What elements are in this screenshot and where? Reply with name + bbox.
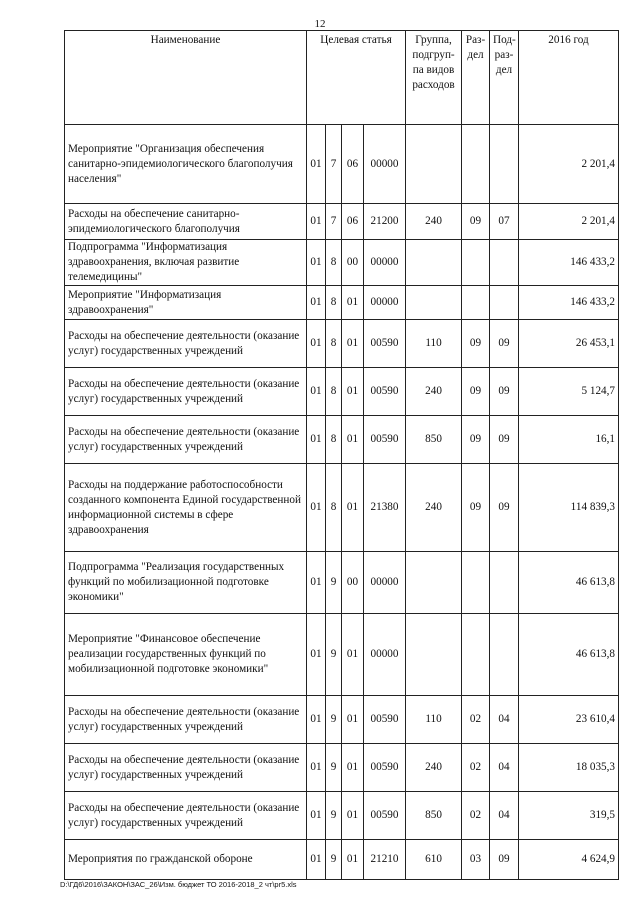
row-name: Мероприятия по гражданской обороне <box>65 840 307 880</box>
subsection-code <box>490 614 519 696</box>
header-row <box>65 31 619 125</box>
subsection-code: 04 <box>490 696 519 744</box>
row-name: Мероприятие "Информатизация здравоохранения" <box>65 286 307 320</box>
expense-group <box>406 125 462 204</box>
amount-2016: 26 453,1 <box>519 320 619 368</box>
target-direction: 00000 <box>364 286 406 320</box>
amount-2016: 2 201,4 <box>519 204 619 240</box>
target-program: 01 <box>307 286 326 320</box>
target-subprogram: 8 <box>326 240 342 286</box>
row-name: Расходы на обеспечение деятельности (оказание услуг) государственных учреждений <box>65 368 307 416</box>
row-name: Расходы на поддержание работоспособности созданного компонента Единой государственной информационной системы в сфере здравоохранения <box>65 464 307 552</box>
table-row <box>65 792 619 840</box>
target-program: 01 <box>307 614 326 696</box>
target-program: 01 <box>307 792 326 840</box>
table-row <box>65 552 619 614</box>
row-name: Мероприятие "Финансовое обеспечение реализации государственных функций по мобилизационной подготовке экономики" <box>65 614 307 696</box>
expense-group <box>406 240 462 286</box>
amount-2016: 5 124,7 <box>519 368 619 416</box>
subsection-code <box>490 286 519 320</box>
subsection-code: 09 <box>490 368 519 416</box>
section-code: 09 <box>462 464 490 552</box>
section-code: 09 <box>462 320 490 368</box>
target-program: 01 <box>307 204 326 240</box>
target-program: 01 <box>307 368 326 416</box>
target-direction: 00590 <box>364 696 406 744</box>
target-direction: 21380 <box>364 464 406 552</box>
target-subprogram: 8 <box>326 416 342 464</box>
target-program: 01 <box>307 696 326 744</box>
target-subprogram: 9 <box>326 552 342 614</box>
target-direction: 00000 <box>364 614 406 696</box>
target-measure: 01 <box>342 464 364 552</box>
target-program: 01 <box>307 552 326 614</box>
target-program: 01 <box>307 125 326 204</box>
expense-group: 110 <box>406 696 462 744</box>
target-subprogram: 8 <box>326 368 342 416</box>
target-subprogram: 9 <box>326 614 342 696</box>
section-code: 09 <box>462 204 490 240</box>
row-name: Подпрограмма "Информатизация здравоохранения, включая развитие телемедицины" <box>65 240 307 286</box>
table-row <box>65 320 619 368</box>
amount-2016: 2 201,4 <box>519 125 619 204</box>
row-name: Расходы на обеспечение деятельности (оказание услуг) государственных учреждений <box>65 416 307 464</box>
target-direction: 00590 <box>364 368 406 416</box>
page-number: 12 <box>314 18 326 30</box>
target-program: 01 <box>307 840 326 880</box>
target-measure: 01 <box>342 320 364 368</box>
row-name: Мероприятие "Организация обеспечения санитарно-эпидемиологического благополучия населения" <box>65 125 307 204</box>
section-code <box>462 286 490 320</box>
row-name: Расходы на обеспечение деятельности (оказание услуг) государственных учреждений <box>65 792 307 840</box>
subsection-code: 09 <box>490 840 519 880</box>
row-name: Расходы на обеспечение санитарно-эпидемиологического благополучия <box>65 204 307 240</box>
budget-table <box>64 30 619 880</box>
amount-2016: 18 035,3 <box>519 744 619 792</box>
table-row <box>65 614 619 696</box>
expense-group: 850 <box>406 416 462 464</box>
target-subprogram: 7 <box>326 125 342 204</box>
section-code <box>462 240 490 286</box>
subsection-code: 09 <box>490 464 519 552</box>
table-row <box>65 125 619 204</box>
target-program: 01 <box>307 464 326 552</box>
table-row <box>65 240 619 286</box>
target-measure: 01 <box>342 696 364 744</box>
amount-2016: 46 613,8 <box>519 552 619 614</box>
target-measure: 00 <box>342 552 364 614</box>
expense-group: 610 <box>406 840 462 880</box>
row-name: Расходы на обеспечение деятельности (оказание услуг) государственных учреждений <box>65 744 307 792</box>
expense-group: 240 <box>406 204 462 240</box>
target-program: 01 <box>307 744 326 792</box>
target-measure: 01 <box>342 614 364 696</box>
target-subprogram: 8 <box>326 320 342 368</box>
table-row <box>65 204 619 240</box>
target-direction: 21200 <box>364 204 406 240</box>
header-target: Целевая статья <box>307 31 406 125</box>
subsection-code <box>490 125 519 204</box>
target-measure: 01 <box>342 416 364 464</box>
target-direction: 00000 <box>364 552 406 614</box>
amount-2016: 23 610,4 <box>519 696 619 744</box>
expense-group: 240 <box>406 368 462 416</box>
section-code <box>462 552 490 614</box>
row-name: Подпрограмма "Реализация государственных функций по мобилизационной подготовке экономики" <box>65 552 307 614</box>
target-direction: 00000 <box>364 125 406 204</box>
target-direction: 21210 <box>364 840 406 880</box>
header-section: Раз-дел <box>462 31 490 125</box>
target-subprogram: 9 <box>326 840 342 880</box>
file-path-footer: D:\ГД6\2016\ЗАКОН\ЗАС_26\Изм. бюджет ТО 2016-2018_2 чт\pr5.xls <box>60 880 297 889</box>
row-name: Расходы на обеспечение деятельности (оказание услуг) государственных учреждений <box>65 320 307 368</box>
table-row <box>65 744 619 792</box>
amount-2016: 46 613,8 <box>519 614 619 696</box>
expense-group <box>406 286 462 320</box>
amount-2016: 16,1 <box>519 416 619 464</box>
subsection-code: 07 <box>490 204 519 240</box>
section-code <box>462 614 490 696</box>
header-name: Наименование <box>65 31 307 125</box>
target-program: 01 <box>307 416 326 464</box>
target-subprogram: 9 <box>326 792 342 840</box>
target-direction: 00590 <box>364 792 406 840</box>
subsection-code <box>490 240 519 286</box>
target-measure: 01 <box>342 368 364 416</box>
target-direction: 00590 <box>364 320 406 368</box>
header-group: Группа, подгруп-па видов расходов <box>406 31 462 125</box>
table-row <box>65 696 619 744</box>
section-code: 02 <box>462 744 490 792</box>
expense-group: 110 <box>406 320 462 368</box>
subsection-code <box>490 552 519 614</box>
row-name: Расходы на обеспечение деятельности (оказание услуг) государственных учреждений <box>65 696 307 744</box>
target-direction: 00590 <box>364 416 406 464</box>
section-code: 02 <box>462 792 490 840</box>
target-subprogram: 8 <box>326 464 342 552</box>
target-measure: 06 <box>342 204 364 240</box>
expense-group: 850 <box>406 792 462 840</box>
target-measure: 00 <box>342 240 364 286</box>
amount-2016: 146 433,2 <box>519 286 619 320</box>
table-row <box>65 368 619 416</box>
subsection-code: 04 <box>490 744 519 792</box>
header-year: 2016 год <box>519 31 619 125</box>
subsection-code: 04 <box>490 792 519 840</box>
target-subprogram: 9 <box>326 696 342 744</box>
target-program: 01 <box>307 240 326 286</box>
expense-group: 240 <box>406 464 462 552</box>
header-subsection: Под-раз-дел <box>490 31 519 125</box>
target-subprogram: 9 <box>326 744 342 792</box>
target-measure: 01 <box>342 744 364 792</box>
section-code <box>462 125 490 204</box>
target-measure: 01 <box>342 792 364 840</box>
section-code: 03 <box>462 840 490 880</box>
target-measure: 01 <box>342 840 364 880</box>
target-subprogram: 8 <box>326 286 342 320</box>
expense-group <box>406 614 462 696</box>
target-direction: 00000 <box>364 240 406 286</box>
section-code: 09 <box>462 368 490 416</box>
table-row <box>65 416 619 464</box>
expense-group: 240 <box>406 744 462 792</box>
target-measure: 06 <box>342 125 364 204</box>
table-row <box>65 286 619 320</box>
expense-group <box>406 552 462 614</box>
target-direction: 00590 <box>364 744 406 792</box>
amount-2016: 114 839,3 <box>519 464 619 552</box>
target-measure: 01 <box>342 286 364 320</box>
amount-2016: 4 624,9 <box>519 840 619 880</box>
table-row <box>65 464 619 552</box>
subsection-code: 09 <box>490 320 519 368</box>
target-subprogram: 7 <box>326 204 342 240</box>
target-program: 01 <box>307 320 326 368</box>
subsection-code: 09 <box>490 416 519 464</box>
section-code: 02 <box>462 696 490 744</box>
amount-2016: 319,5 <box>519 792 619 840</box>
amount-2016: 146 433,2 <box>519 240 619 286</box>
table-row <box>65 840 619 880</box>
section-code: 09 <box>462 416 490 464</box>
